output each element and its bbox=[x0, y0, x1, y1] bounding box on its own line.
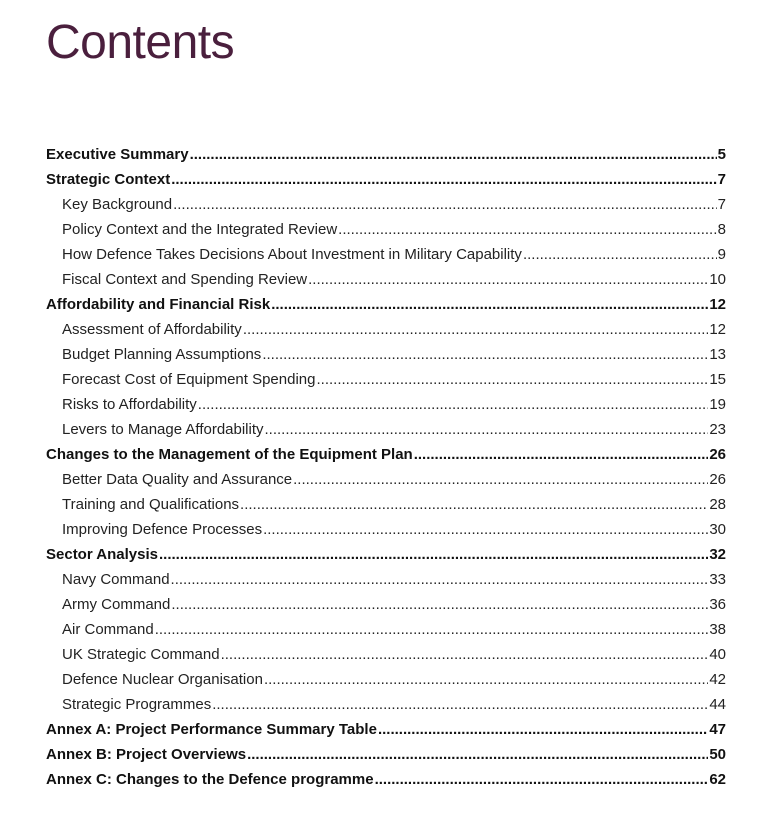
toc-dot-leader bbox=[198, 392, 709, 417]
toc-entry-title: Budget Planning Assumptions bbox=[62, 346, 262, 363]
toc-entry-page-number: 19 bbox=[709, 396, 726, 413]
toc-entry-page-number: 12 bbox=[709, 321, 726, 338]
toc-dot-leader bbox=[171, 167, 716, 192]
toc-subsection-entry[interactable] bbox=[46, 367, 726, 392]
toc-entry-title: Changes to the Management of the Equipment Plan bbox=[46, 446, 413, 463]
toc-subsection-entry[interactable] bbox=[46, 217, 726, 242]
toc-entry-title: Army Command bbox=[62, 596, 171, 613]
toc-section-entry[interactable] bbox=[46, 167, 726, 192]
toc-section-entry[interactable] bbox=[46, 292, 726, 317]
toc-dot-leader bbox=[271, 292, 708, 317]
toc-dot-leader bbox=[173, 192, 717, 217]
toc-subsection-entry[interactable] bbox=[46, 242, 726, 267]
toc-dot-leader bbox=[263, 517, 708, 542]
toc-dot-leader bbox=[375, 767, 709, 792]
toc-entry-title: Annex C: Changes to the Defence programme bbox=[46, 771, 374, 788]
toc-dot-leader bbox=[308, 267, 708, 292]
toc-entry-title: Fiscal Context and Spending Review bbox=[62, 271, 308, 288]
page-title: Contents bbox=[46, 16, 235, 69]
toc-entry-title: Defence Nuclear Organisation bbox=[62, 671, 263, 688]
toc-entry-page-number: 30 bbox=[709, 521, 726, 538]
toc-subsection-entry[interactable] bbox=[46, 392, 726, 417]
toc-subsection-entry[interactable] bbox=[46, 667, 726, 692]
toc-entry-title: Annex A: Project Performance Summary Table bbox=[46, 721, 377, 738]
toc-section-entry[interactable] bbox=[46, 142, 726, 167]
toc-entry-title: Better Data Quality and Assurance bbox=[62, 471, 293, 488]
toc-entry-page-number: 50 bbox=[709, 746, 726, 763]
toc-subsection-entry[interactable] bbox=[46, 642, 726, 667]
toc-subsection-entry[interactable] bbox=[46, 592, 726, 617]
toc-dot-leader bbox=[221, 642, 709, 667]
toc-entry-title: Sector Analysis bbox=[46, 546, 158, 563]
toc-entry-title: Strategic Context bbox=[46, 171, 171, 188]
toc-dot-leader bbox=[265, 417, 709, 442]
toc-subsection-entry[interactable] bbox=[46, 517, 726, 542]
toc-entry-title: Air Command bbox=[62, 621, 154, 638]
toc-entry-title: Forecast Cost of Equipment Spending bbox=[62, 371, 316, 388]
toc-dot-leader bbox=[414, 442, 709, 467]
toc-dot-leader bbox=[243, 317, 709, 342]
toc-entry-page-number: 40 bbox=[709, 646, 726, 663]
toc-dot-leader bbox=[190, 142, 717, 167]
toc-section-entry[interactable] bbox=[46, 542, 726, 567]
toc-entry-page-number: 15 bbox=[709, 371, 726, 388]
toc-entry-page-number: 26 bbox=[709, 471, 726, 488]
toc-entry-title: Annex B: Project Overviews bbox=[46, 746, 247, 763]
toc-entry-page-number: 42 bbox=[709, 671, 726, 688]
toc-entry-title: Strategic Programmes bbox=[62, 696, 212, 713]
toc-subsection-entry[interactable] bbox=[46, 492, 726, 517]
toc-subsection-entry[interactable] bbox=[46, 317, 726, 342]
toc-entry-title: Levers to Manage Affordability bbox=[62, 421, 264, 438]
toc-entry-page-number: 5 bbox=[717, 146, 726, 163]
toc-section-entry[interactable] bbox=[46, 767, 726, 792]
toc-entry-page-number: 33 bbox=[709, 571, 726, 588]
toc-entry-page-number: 12 bbox=[709, 296, 726, 313]
toc-dot-leader bbox=[171, 592, 708, 617]
toc-entry-page-number: 38 bbox=[709, 621, 726, 638]
toc-entry-page-number: 7 bbox=[717, 196, 726, 213]
toc-entry-title: Navy Command bbox=[62, 571, 170, 588]
toc-entry-title: Training and Qualifications bbox=[62, 496, 240, 513]
toc-entry-title: Policy Context and the Integrated Review bbox=[62, 221, 338, 238]
toc-dot-leader bbox=[338, 217, 717, 242]
toc-subsection-entry[interactable] bbox=[46, 267, 726, 292]
toc-dot-leader bbox=[155, 617, 709, 642]
toc-dot-leader bbox=[378, 717, 708, 742]
toc-entry-page-number: 44 bbox=[709, 696, 726, 713]
toc-entry-title: Affordability and Financial Risk bbox=[46, 296, 271, 313]
toc-dot-leader bbox=[523, 242, 717, 267]
toc-subsection-entry[interactable] bbox=[46, 567, 726, 592]
toc-section-entry[interactable] bbox=[46, 442, 726, 467]
toc-subsection-entry[interactable] bbox=[46, 342, 726, 367]
toc-entry-page-number: 8 bbox=[717, 221, 726, 238]
toc-entry-page-number: 7 bbox=[717, 171, 726, 188]
toc-dot-leader bbox=[159, 542, 708, 567]
toc-entry-title: UK Strategic Command bbox=[62, 646, 220, 663]
toc-dot-leader bbox=[293, 467, 708, 492]
toc-subsection-entry[interactable] bbox=[46, 417, 726, 442]
toc-entry-page-number: 13 bbox=[709, 346, 726, 363]
toc-entry-page-number: 47 bbox=[709, 721, 726, 738]
toc-subsection-entry[interactable] bbox=[46, 192, 726, 217]
toc-entry-title: Key Background bbox=[62, 196, 173, 213]
toc-dot-leader bbox=[240, 492, 708, 517]
toc-dot-leader bbox=[264, 667, 708, 692]
toc-dot-leader bbox=[171, 567, 709, 592]
toc-dot-leader bbox=[212, 692, 708, 717]
toc-section-entry[interactable] bbox=[46, 717, 726, 742]
toc-subsection-entry[interactable] bbox=[46, 692, 726, 717]
toc-entry-title: Improving Defence Processes bbox=[62, 521, 263, 538]
toc-entry-page-number: 23 bbox=[709, 421, 726, 438]
toc-entry-page-number: 28 bbox=[709, 496, 726, 513]
toc-entry-page-number: 26 bbox=[709, 446, 726, 463]
toc-entry-page-number: 36 bbox=[709, 596, 726, 613]
table-of-contents bbox=[46, 142, 726, 792]
toc-dot-leader bbox=[247, 742, 708, 767]
toc-entry-page-number: 9 bbox=[717, 246, 726, 263]
toc-entry-page-number: 10 bbox=[709, 271, 726, 288]
toc-subsection-entry[interactable] bbox=[46, 617, 726, 642]
toc-entry-title: Assessment of Affordability bbox=[62, 321, 242, 338]
toc-subsection-entry[interactable] bbox=[46, 467, 726, 492]
toc-dot-leader bbox=[262, 342, 708, 367]
toc-dot-leader bbox=[316, 367, 708, 392]
toc-entry-page-number: 62 bbox=[709, 771, 726, 788]
toc-section-entry[interactable] bbox=[46, 742, 726, 767]
toc-entry-page-number: 32 bbox=[709, 546, 726, 563]
toc-entry-title: How Defence Takes Decisions About Investment in Military Capability bbox=[62, 246, 522, 263]
toc-entry-title: Risks to Affordability bbox=[62, 396, 197, 413]
toc-entry-title: Executive Summary bbox=[46, 146, 189, 163]
